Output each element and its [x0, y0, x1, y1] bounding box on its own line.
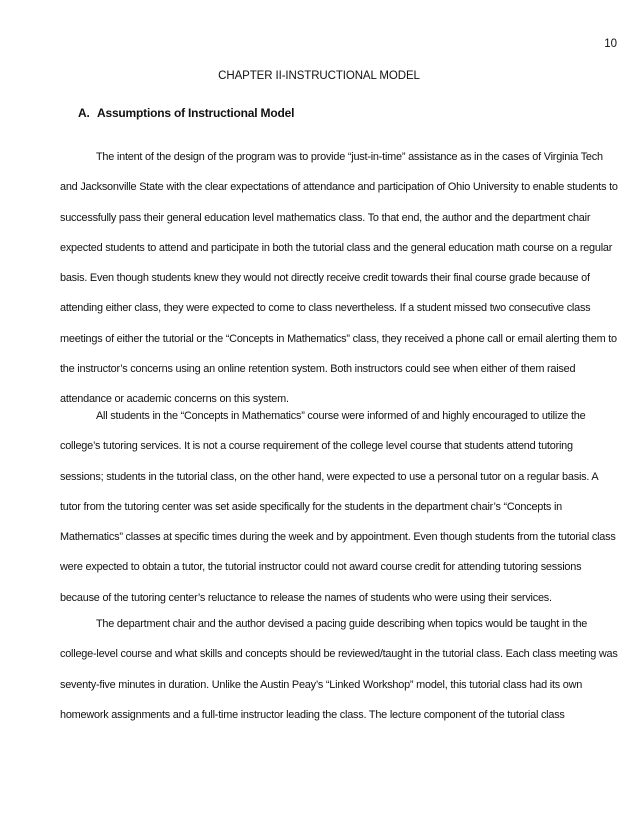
- body-paragraph-2: All students in the “Concepts in Mathematics” course were informed of and highly encouraged to utilize the college’s tutoring services. It is not a course requirement of the college level course that students attend tutoring sessions; students in the tutorial class, on the other hand, were expected to use a personal tutor on a regular basis. A tutor from the tutoring center was set aside specifically for the students in the department chair’s “Concepts in Mathematics” classes at specific times during the week and by appointment. Even though students from the tutorial class were expected to obtain a tutor, the tutorial instructor could not award course credit for attending tutoring sessions because of the tutoring center’s reluctance to release the names of students who were using their services.: [60, 410, 616, 604]
- section-heading: [78, 106, 294, 120]
- section-marker: A.: [78, 106, 90, 120]
- page-number: 10: [604, 38, 617, 50]
- chapter-title: CHAPTER II-INSTRUCTIONAL MODEL: [218, 70, 420, 82]
- section-heading-text: Assumptions of Instructional Model: [97, 106, 295, 120]
- body-paragraph-3: The department chair and the author devised a pacing guide describing when topics would be taught in the college-level course and what skills and concepts should be reviewed/taught in the tutorial class. Each class meeting was seventy-five minutes in duration. Unlike the Austin Peay’s “Linked Workshop” model, this tutorial class had its own homework assignments and a full-time instructor leading the class. The lecture component of the tutorial class: [60, 618, 618, 721]
- body-paragraph-1: The intent of the design of the program was to provide “just-in-time” assistance as in the cases of Virginia Tech and Jacksonville State with the clear expectations of attendance and participation of Ohio University to enable students to successfully pass their general education level mathematics class. To that end, the author and the department chair expected students to attend and participate in both the tutorial class and the general education math course on a regular basis. Even though students knew they would not directly receive credit towards their final course grade because of attending either class, they were expected to come to class nevertheless. If a student missed two consecutive class meetings of either the tutorial or the “Concepts in Mathematics” class, they received a phone call or email alerting them to the instructor’s concerns using an online retention system. Both instructors could see when either of them raised attendance or academic concerns on this system.: [60, 151, 618, 406]
